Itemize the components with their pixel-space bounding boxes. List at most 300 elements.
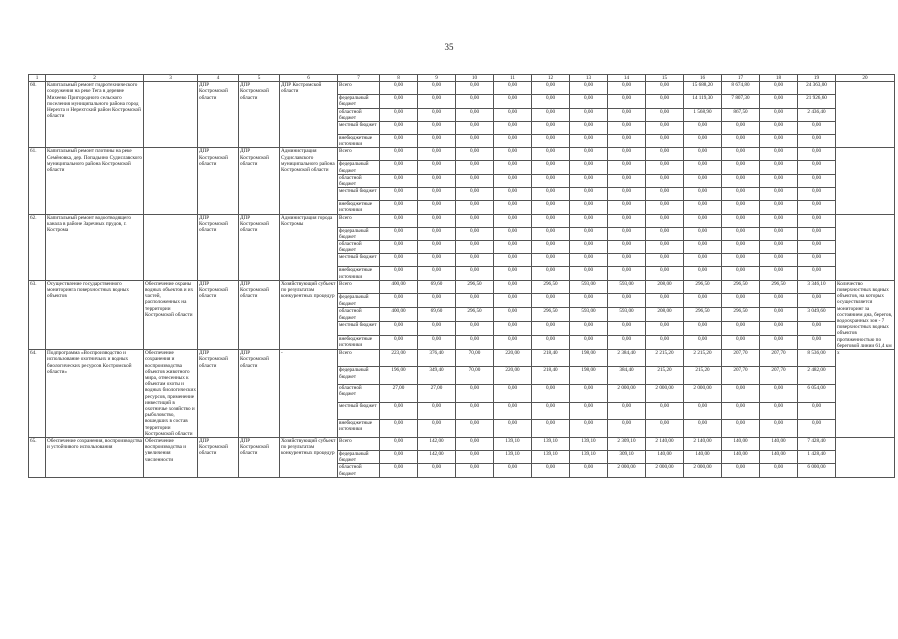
funding-value: 0,00 [456,122,494,135]
table-row [29,214,895,227]
row-number: 63. [29,280,46,349]
funding-value: 0,00 [494,148,532,161]
funding-value: 196,00 [380,367,418,385]
funding-value: 0,00 [532,148,570,161]
funding-value: 0,00 [418,464,456,477]
funding-value: 215,20 [684,367,722,385]
funding-value: 296,50 [456,308,494,322]
table-row [29,280,895,294]
funding-value: 0,00 [494,214,532,227]
funding-value: 0,00 [418,420,456,438]
funding-value: 70,00 [456,367,494,385]
funding-value: 207,70 [760,367,798,385]
funding-value: 593,00 [608,280,646,294]
funding-value: 0,00 [646,82,684,95]
funding-value: 0,00 [608,267,646,280]
funding-value: 0,00 [456,148,494,161]
column-number: 4 [198,75,239,82]
funding-value: 0,00 [418,174,456,187]
funding-value: 0,00 [494,420,532,438]
funding-value: 0,00 [722,148,760,161]
funding-value: 0,00 [456,241,494,254]
funding-value: 0,00 [380,201,418,214]
executor: Администрация города Костромы [280,214,338,280]
funding-value: 140,00 [760,437,798,450]
funding-value: 0,00 [646,122,684,135]
funding-value: 0,00 [532,294,570,308]
funding-value: 139,10 [532,437,570,450]
row-number: 62. [29,214,46,280]
measure-description: Обеспечение сохранения и воспроизводства объектов животного мира, отнесенных к объектам охоты и водных биологических ресурсов, применение инвестиций в охотничье хозяйство и рыболовство, вошедших в состав территории Костромской области [145,350,196,437]
funding-value: 0,00 [532,241,570,254]
column-number: 12 [532,75,570,82]
funding-value: 0,00 [456,322,494,336]
funding-value: 207,70 [760,350,798,367]
funding-value: 0,00 [456,385,494,403]
funding-value: 139,10 [570,450,608,463]
funding-value: 0,00 [722,420,760,438]
funding-value: 0,00 [418,294,456,308]
funding-value: 69,60 [418,280,456,294]
funding-value: 140,00 [722,450,760,463]
funding-value: 0,00 [494,294,532,308]
funding-value: 0,00 [646,135,684,148]
funding-source: федеральный бюджет [338,450,380,463]
activity-name: Обеспечение сохранения, воспроизводства и устойчивого использования [46,437,144,477]
funding-value: 0,00 [646,322,684,336]
row-number: 64. [29,350,46,438]
funding-source: местный бюджет [338,254,380,267]
funding-source: федеральный бюджет [338,294,380,308]
target-indicator [836,148,895,214]
funding-source: внебюджетные источники [338,336,380,350]
funding-value: 0,00 [570,95,608,108]
funding-value: 0,00 [494,336,532,350]
funding-value: 0,00 [646,214,684,227]
funding-value: 0,00 [532,227,570,240]
co-executor: ДПР Костромской области [239,280,280,349]
funding-value: 0,00 [722,174,760,187]
funding-value: 0,00 [494,95,532,108]
funding-value: 0,00 [570,267,608,280]
funding-value: 296,50 [760,280,798,294]
funding-value: 0,00 [418,108,456,121]
column-number: 8 [380,75,418,82]
executor: Хозяйствующий субъект по результатам конкурентных процедур [280,437,338,477]
funding-value: 0,00 [494,201,532,214]
activity-name: Капитальный ремонт плотины на реке Семёновка, дер. Попадьино Судиславского муниципального района Костромской области [46,148,144,214]
funding-value: 0,00 [760,322,798,336]
funding-value: 0,00 [798,254,836,267]
funding-value: 6 054,00 [798,385,836,403]
funding-value: 0,00 [646,402,684,419]
funding-value: 139,10 [494,437,532,450]
funding-value: 0,00 [760,82,798,95]
table-row [29,437,895,450]
column-number: 5 [239,75,280,82]
funding-value: 296,50 [532,280,570,294]
funding-value: 0,00 [456,161,494,174]
funding-value: 384,40 [608,367,646,385]
funding-value: 0,00 [418,161,456,174]
column-number: 2 [46,75,144,82]
funding-value: 0,00 [760,308,798,322]
funding-value: 198,00 [570,367,608,385]
funding-value: 2 482,00 [798,367,836,385]
funding-value: 0,00 [798,174,836,187]
funding-value: 0,00 [760,214,798,227]
funding-value: 0,00 [570,161,608,174]
funding-value: 27,00 [418,385,456,403]
funding-value: 0,00 [684,241,722,254]
column-number: 17 [722,75,760,82]
funding-value: 0,00 [418,241,456,254]
funding-source: областной бюджет [338,308,380,322]
funding-value: 208,00 [646,308,684,322]
funding-value: 0,00 [380,161,418,174]
funding-value: 0,00 [608,241,646,254]
funding-value: 0,00 [456,201,494,214]
funding-value: 0,00 [380,450,418,463]
funding-value: 0,00 [570,294,608,308]
funding-value: 140,00 [684,450,722,463]
funding-value: 0,00 [646,420,684,438]
funding-value: 70,00 [456,350,494,367]
funding-value: 27,00 [380,385,418,403]
funding-value: 0,00 [722,385,760,403]
funding-value: 0,00 [722,322,760,336]
funding-source: Всего [338,280,380,294]
column-number: 14 [608,75,646,82]
funding-source: областной бюджет [338,464,380,477]
funding-value: 0,00 [380,420,418,438]
funding-value: 0,00 [570,201,608,214]
funding-value: 0,00 [608,322,646,336]
funding-value: 0,00 [608,174,646,187]
funding-value: 0,00 [760,108,798,121]
funding-value: 0,00 [722,122,760,135]
funding-value: 0,00 [456,227,494,240]
column-number: 15 [646,75,684,82]
funding-value: 0,00 [380,135,418,148]
row-number: 60. [29,82,46,148]
funding-source: Всего [338,437,380,450]
funding-value: 0,00 [570,174,608,187]
funding-value: 0,00 [456,294,494,308]
coordinator: ДПР Костромской области [198,280,239,349]
funding-value: 0,00 [608,135,646,148]
funding-value: 0,00 [570,254,608,267]
funding-value: 2 000,00 [608,464,646,477]
funding-value: 0,00 [722,161,760,174]
funding-value: 0,00 [760,267,798,280]
funding-source: федеральный бюджет [338,227,380,240]
funding-value: 0,00 [494,188,532,201]
measure-description [144,214,198,280]
funding-value: 0,00 [684,201,722,214]
funding-value: 400,00 [380,280,418,294]
target-indicator: Количество поверхностных водных объектов, на которых осуществляется мониторинг за состоянием дна, берегов, водоохранных зон - 7 поверхностных водных объектов протяженностью по береговой линии 61,4 км [836,280,895,349]
funding-value: 0,00 [798,135,836,148]
funding-source: внебюджетные источники [338,201,380,214]
funding-value: 0,00 [722,214,760,227]
funding-value: 0,00 [570,108,608,121]
funding-value: 0,00 [684,135,722,148]
funding-value: 0,00 [532,214,570,227]
activity-name: Капитальный ремонт гидротехнического сооружения на реке Тега в деревне Михеево Пригородного сельского поселения муниципального района город Нерехта и Нерехтский район Костромской области [46,82,144,148]
funding-value: 0,00 [798,267,836,280]
funding-value: 0,00 [532,174,570,187]
column-number: 10 [456,75,494,82]
funding-value: 142,00 [418,437,456,450]
funding-value: 7 428,40 [798,437,836,450]
funding-value: 0,00 [684,402,722,419]
funding-value: 2 384,40 [608,350,646,367]
funding-value: 0,00 [456,108,494,121]
funding-value: 0,00 [418,402,456,419]
funding-value: 0,00 [608,95,646,108]
funding-value: 0,00 [760,336,798,350]
funding-value: 0,00 [646,95,684,108]
funding-value: 0,00 [798,201,836,214]
funding-value: 0,00 [380,95,418,108]
funding-value: 0,00 [380,214,418,227]
funding-value: 0,00 [418,201,456,214]
column-number: 16 [684,75,722,82]
funding-value: 376,40 [418,350,456,367]
funding-source: Всего [338,214,380,227]
funding-source: Всего [338,350,380,367]
funding-value: 0,00 [684,148,722,161]
funding-value: 21 926,60 [798,95,836,108]
funding-value: 0,00 [532,385,570,403]
funding-value: 0,00 [380,108,418,121]
funding-value: 0,00 [798,420,836,438]
funding-value: 0,00 [722,254,760,267]
funding-value: 0,00 [646,174,684,187]
target-indicator [836,214,895,280]
funding-value: 0,00 [456,135,494,148]
funding-value: 0,00 [418,122,456,135]
funding-value: 0,00 [684,254,722,267]
funding-value: 0,00 [456,82,494,95]
funding-value: 0,00 [456,267,494,280]
funding-value: 0,00 [380,227,418,240]
funding-value: 0,00 [646,267,684,280]
funding-value: 1 568,90 [684,108,722,121]
funding-value: 0,00 [684,267,722,280]
funding-value: 0,00 [494,254,532,267]
funding-source: федеральный бюджет [338,367,380,385]
funding-value: 0,00 [380,464,418,477]
funding-value: 0,00 [456,450,494,463]
funding-value: 0,00 [532,135,570,148]
funding-value: 0,00 [722,402,760,419]
funding-value: 2 140,00 [646,437,684,450]
funding-source: местный бюджет [338,188,380,201]
funding-value: 0,00 [684,161,722,174]
funding-value: 0,00 [570,148,608,161]
funding-value: 198,00 [570,350,608,367]
funding-value: 0,00 [760,201,798,214]
funding-value: 0,00 [456,254,494,267]
executor: Администрация Судиславского муниципального района Костромской области [280,148,338,214]
funding-value: 0,00 [456,420,494,438]
funding-value: 0,00 [570,322,608,336]
funding-value: 0,00 [494,227,532,240]
funding-value: 0,00 [646,254,684,267]
funding-value: 0,00 [418,188,456,201]
activity-name: Подпрограмма «Воспроизводство и использование охотничьих и водных биологических ресурсов Костромской области» [46,350,144,438]
funding-value: 7 807,30 [722,95,760,108]
funding-value: 0,00 [494,174,532,187]
funding-value: 0,00 [570,402,608,419]
funding-value: 296,50 [684,280,722,294]
funding-value: 2 000,00 [684,385,722,403]
activity-name: Осуществление государственного мониторинга поверхностных водных объектов [46,280,144,349]
funding-value: 0,00 [798,336,836,350]
funding-value: 0,00 [494,122,532,135]
funding-value: 0,00 [608,402,646,419]
funding-value: 0,00 [646,161,684,174]
funding-value: 0,00 [646,336,684,350]
funding-value: 215,20 [646,367,684,385]
funding-value: 0,00 [532,201,570,214]
column-number-row [29,75,895,82]
funding-value: 0,00 [722,294,760,308]
funding-value: 0,00 [722,241,760,254]
row-number: 61. [29,148,46,214]
column-number: 11 [494,75,532,82]
funding-source: местный бюджет [338,322,380,336]
funding-source: внебюджетные источники [338,267,380,280]
funding-value: 0,00 [494,108,532,121]
funding-value: 0,00 [570,385,608,403]
funding-value: 0,00 [684,188,722,201]
funding-value: 0,00 [456,95,494,108]
funding-value: 8 536,00 [798,350,836,367]
funding-value: 296,50 [532,308,570,322]
funding-value: 593,00 [570,280,608,294]
funding-value: 0,00 [532,122,570,135]
funding-value: 0,00 [760,402,798,419]
executor: - [280,350,338,438]
funding-value: 0,00 [532,420,570,438]
funding-value: 0,00 [608,294,646,308]
funding-value: 0,00 [798,161,836,174]
funding-value: 0,00 [532,336,570,350]
funding-value: 0,00 [798,241,836,254]
funding-value: 867,50 [722,108,760,121]
funding-value: 0,00 [760,122,798,135]
funding-value: 0,00 [570,82,608,95]
funding-value: 0,00 [418,254,456,267]
co-executor: ДПР Костромской области [239,214,280,280]
funding-value: 0,00 [722,227,760,240]
funding-value: 2 000,00 [646,464,684,477]
funding-source: местный бюджет [338,122,380,135]
page-number: 35 [444,42,454,52]
funding-value: 0,00 [494,322,532,336]
target-indicator: х [836,350,895,438]
funding-value: 0,00 [760,294,798,308]
funding-value: 0,00 [418,148,456,161]
funding-value: 0,00 [760,385,798,403]
funding-value: 0,00 [798,148,836,161]
funding-value: 0,00 [494,161,532,174]
funding-value: 0,00 [684,122,722,135]
funding-value: 0,00 [380,322,418,336]
funding-value: 0,00 [418,95,456,108]
funding-value: 0,00 [380,188,418,201]
funding-value: 0,00 [532,95,570,108]
funding-value: 0,00 [380,294,418,308]
funding-value: 140,00 [646,450,684,463]
funding-value: 0,00 [418,336,456,350]
funding-value: 0,00 [456,214,494,227]
funding-value: 0,00 [608,148,646,161]
funding-value: 0,00 [418,267,456,280]
budget-table [28,74,895,478]
funding-value: 0,00 [570,227,608,240]
funding-value: 0,00 [760,188,798,201]
funding-value: 0,00 [456,437,494,450]
target-indicator [836,437,895,477]
co-executor: ДПР Костромской области [239,82,280,148]
funding-value: 69,60 [418,308,456,322]
funding-source: внебюджетные источники [338,420,380,438]
column-number: 1 [29,75,46,82]
funding-value: 0,00 [684,227,722,240]
funding-value: 0,00 [418,322,456,336]
funding-value: 0,00 [380,254,418,267]
funding-value: 0,00 [456,464,494,477]
funding-value: 0,00 [798,188,836,201]
funding-value: 0,00 [760,464,798,477]
funding-value: 15 688,20 [684,82,722,95]
funding-value: 0,00 [646,201,684,214]
funding-value: 139,10 [532,450,570,463]
funding-value: 0,00 [760,161,798,174]
funding-value: 0,00 [608,420,646,438]
funding-value: 296,50 [722,280,760,294]
funding-value: 0,00 [798,214,836,227]
funding-value: 0,00 [608,227,646,240]
executor: ДПР Костромской области [280,82,338,148]
funding-value: 0,00 [418,135,456,148]
funding-value: 0,00 [760,174,798,187]
funding-value: 0,00 [494,464,532,477]
funding-value: 0,00 [532,108,570,121]
funding-value: 140,00 [760,450,798,463]
funding-value: 6 000,00 [798,464,836,477]
funding-value: 0,00 [798,227,836,240]
target-indicator [836,82,895,148]
funding-value: 309,10 [608,450,646,463]
funding-value: 0,00 [570,135,608,148]
funding-value: 0,00 [380,82,418,95]
funding-source: внебюджетные источники [338,135,380,148]
funding-value: 0,00 [722,336,760,350]
funding-value: 0,00 [684,420,722,438]
funding-value: 0,00 [456,174,494,187]
funding-value: 3 049,60 [798,308,836,322]
funding-value: 296,50 [722,308,760,322]
funding-value: 0,00 [456,402,494,419]
funding-value: 0,00 [646,227,684,240]
column-number: 3 [144,75,198,82]
column-number: 20 [836,75,895,82]
